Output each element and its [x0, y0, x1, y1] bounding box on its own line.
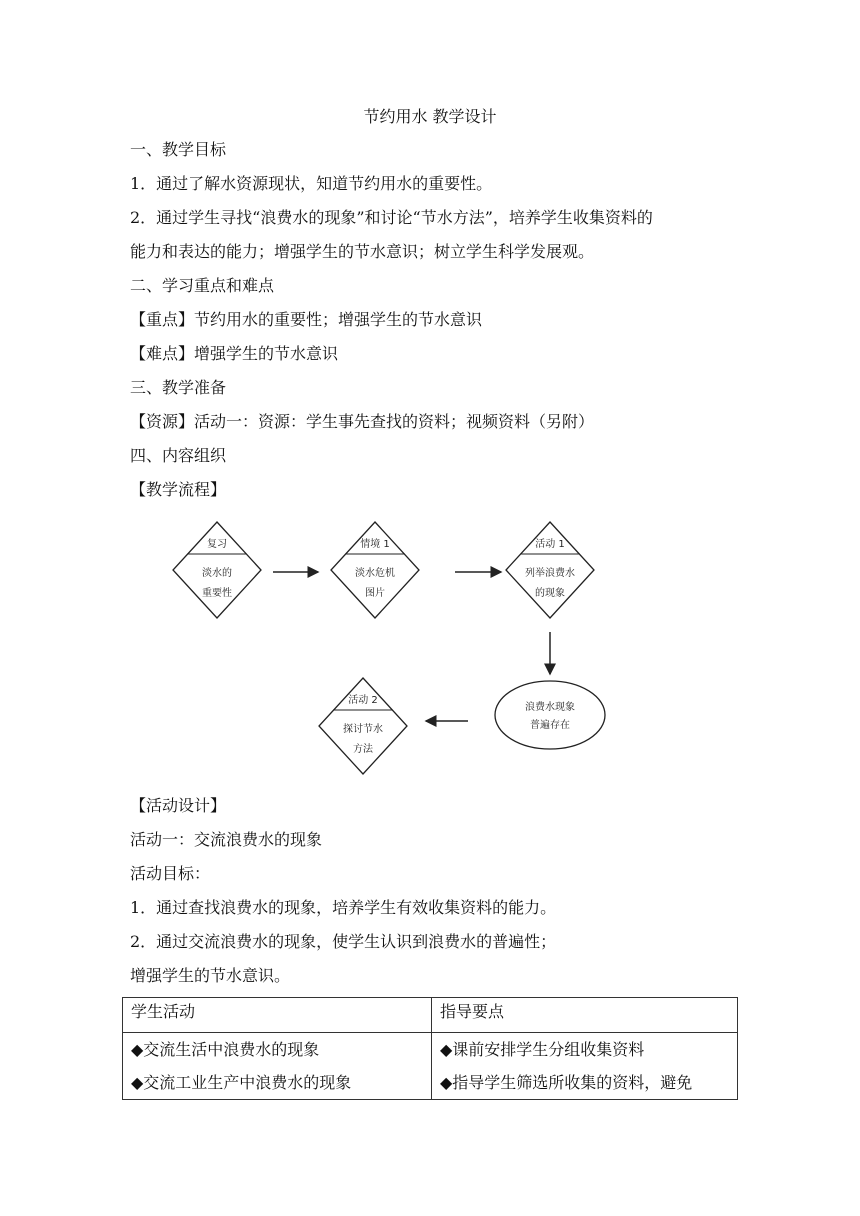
flow-node-review-top: 复习	[207, 539, 227, 550]
flow-node-activity-2-top: 活动 2	[348, 695, 378, 706]
objective-2: 2．通过学生寻找“浪费水的现象”和讨论“节水方法”，培养学生收集资料的	[130, 208, 653, 227]
flow-node-review-line1: 淡水的	[202, 568, 232, 579]
table-header-guidance: 指导要点	[432, 998, 738, 1033]
key-point: 【重点】节约用水的重要性；增强学生的节水意识	[130, 310, 483, 329]
resources-line: 【资源】活动一：资源：学生事先查找的资料；视频资料（另附）	[130, 412, 595, 431]
list-item: ◆课前安排学生分组收集资料	[440, 1040, 645, 1059]
flow-node-waste-common	[495, 681, 605, 749]
activity-1-goal-label: 活动目标：	[130, 864, 211, 883]
objective-2-cont: 能力和表达的能力；增强学生的节水意识；树立学生科学发展观。	[130, 242, 595, 261]
activity-design-label: 【活动设计】	[130, 796, 227, 815]
section-heading-key-points: 二、学习重点和难点	[130, 276, 275, 295]
difficult-point: 【难点】增强学生的节水意识	[130, 344, 339, 363]
flow-node-activity-2	[319, 678, 407, 774]
activity-1-goal-3: 增强学生的节水意识。	[130, 966, 291, 985]
activity-1-title: 活动一：交流浪费水的现象	[130, 830, 323, 849]
activity-table	[122, 997, 738, 1100]
section-heading-preparation: 三、教学准备	[130, 378, 227, 397]
section-heading-organization: 四、内容组织	[130, 446, 227, 465]
objective-1: 1．通过了解水资源现状，知道节约用水的重要性。	[130, 174, 493, 193]
flow-node-activity-2-line2: 方法	[353, 744, 373, 755]
table-row	[123, 1033, 738, 1100]
flow-node-activity-1	[506, 522, 594, 618]
flow-node-waste-common-line2: 普遍存在	[530, 720, 570, 731]
student-activity-cell	[123, 1033, 432, 1100]
teaching-flowchart	[160, 514, 620, 778]
teaching-flow-label: 【教学流程】	[130, 480, 227, 499]
flow-node-review-line2: 重要性	[202, 588, 232, 599]
table-header-row	[123, 998, 738, 1033]
activity-1-goal-1: 1．通过查找浪费水的现象，培养学生有效收集资料的能力。	[130, 898, 557, 917]
flow-node-activity-1-line1: 列举浪费水	[525, 568, 575, 579]
flow-node-activity-1-line2: 的现象	[535, 588, 565, 599]
list-item: ◆指导学生筛选所收集的资料，避免	[440, 1073, 693, 1092]
flow-node-activity-2-line1: 探讨节水	[343, 724, 383, 735]
activity-1-goal-2: 2．通过交流浪费水的现象，使学生认识到浪费水的普遍性；	[130, 932, 557, 951]
flow-node-scenario-line2: 图片	[365, 588, 385, 599]
section-heading-objectives: 一、教学目标	[130, 140, 227, 159]
flow-node-scenario	[331, 522, 419, 618]
flow-node-scenario-top: 情境 1	[360, 539, 390, 550]
table-header-student-activity: 学生活动	[123, 998, 432, 1033]
flow-node-activity-1-top: 活动 1	[535, 539, 565, 550]
flow-node-scenario-line1: 淡水危机	[355, 568, 395, 579]
flow-node-review	[173, 522, 261, 618]
flow-node-waste-common-line1: 浪费水现象	[525, 702, 575, 713]
document-title: 节约用水 教学设计	[363, 107, 497, 126]
list-item: ◆交流工业生产中浪费水的现象	[131, 1073, 352, 1092]
guidance-cell	[432, 1033, 738, 1100]
list-item: ◆交流生活中浪费水的现象	[131, 1040, 320, 1059]
